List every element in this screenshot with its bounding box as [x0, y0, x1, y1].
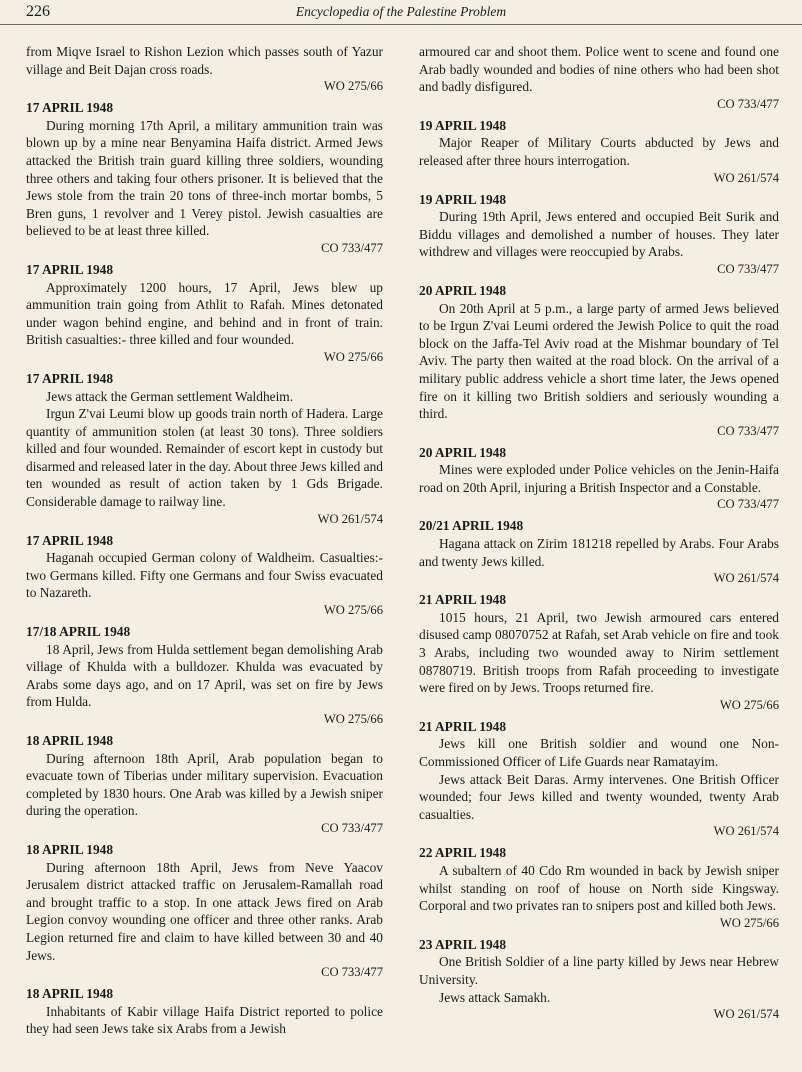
source-reference: CO 733/477 — [717, 423, 779, 438]
source-reference: CO 733/477 — [717, 96, 779, 111]
log-entry — [26, 99, 383, 257]
log-entry — [26, 623, 383, 728]
log-entry — [26, 261, 383, 366]
entry-text: During 19th April, Jews entered and occupied Beit Surik and Biddu villages and demolished a number of houses. They later withdrew and villages were reoccupied by Arabs. — [419, 209, 779, 260]
source-reference: WO 261/574 — [713, 170, 779, 185]
log-entry — [26, 532, 383, 619]
entry-date: 21 APRIL 1948 — [419, 718, 507, 734]
log-entry — [419, 591, 779, 714]
entry-text: 18 April, Jews from Hulda settlement began demolishing Arab village of Khulda with a bulldozer. Khulda was evacuated by Arabs some days ago, and on 17 April, was set on fire by Jews from Hulda. — [26, 641, 383, 710]
entry-text: During afternoon 18th April, Jews from Neve Yaacov Jerusalem district attacked traffic on Jerusalem-Ramallah road and brought traffic to a stop. In one attack Jews fired on Arab Legion convoy wounding one officer and three other ranks. Arab Legion returned fire and claim to have killed between 30 and 40 Jews. — [26, 859, 383, 963]
entry-date: 17 APRIL 1948 — [26, 100, 114, 116]
left-column — [26, 43, 383, 1038]
entry-text: from Miqve Israel to Rishon Lezion which passes south of Yazur village and Beit Dajan cross roads. — [26, 44, 383, 77]
entry-text: Jews attack the German settlement Waldheim. — [46, 388, 294, 404]
entry-text: One British Soldier of a line party killed by Jews near Hebrew University. — [419, 954, 779, 987]
log-entry — [419, 282, 779, 440]
entry-text: Jews kill one British soldier and wound one Non-Commissioned Officer of Life Guards near Ramatayim. — [419, 736, 779, 769]
entry-text: Approximately 1200 hours, 17 April, Jews blew up ammunition train going from Athlit to Rafah. Mines detonated under wagon behind engine, and behind and in front of train. British casualties:- three killed and four wounded. — [26, 279, 383, 348]
entry-text: Major Reaper of Military Courts abducted by Jews and released after three hours interrogation. — [419, 135, 779, 168]
entry-date: 21 APRIL 1948 — [419, 592, 507, 608]
entry-text: 1015 hours, 21 April, two Jewish armoured cars entered disused camp 08070752 at Rafah, set Arab vehicle on fire and took 3 Arabs, including two wounded away to Nirim settlement 08780719. British troops from Rafah proceeding to investigate were fired on by Jews. Troops returned fire. — [419, 609, 779, 696]
log-entry — [26, 43, 383, 95]
log-entry — [26, 370, 383, 528]
entry-date: 19 APRIL 1948 — [419, 191, 507, 207]
entry-text: During morning 17th April, a military ammunition train was blown up by a mine near Benyamina Haifa district. Armed Jews attacked the British train guard killing three soldiers, wounding three others and taking four others prisoner. It is believed that the Jews stole from the train 20 tons of three-inch mortar bombs, 5 Bren guns, 1 revolver and 1 Verey pistol. Jewish casualties are believed to be at least three killed. — [26, 117, 383, 239]
entry-date: 17 APRIL 1948 — [26, 261, 114, 277]
entry-date: 20 APRIL 1948 — [419, 282, 507, 298]
entry-date: 23 APRIL 1948 — [419, 936, 507, 952]
source-reference: WO 261/574 — [317, 511, 383, 526]
log-entry — [419, 191, 779, 278]
log-entry — [26, 841, 383, 981]
source-reference: WO 275/66 — [323, 712, 383, 726]
entry-text: Jews attack Samakh. — [439, 989, 551, 1005]
entry-date: 18 APRIL 1948 — [26, 733, 114, 748]
source-reference: WO 275/66 — [323, 603, 383, 618]
log-entry — [419, 718, 779, 841]
entry-date: 17 APRIL 1948 — [26, 370, 114, 386]
entry-date: 19 APRIL 1948 — [419, 117, 507, 133]
log-entry — [419, 43, 779, 113]
entry-text: On 20th April at 5 p.m., a large party of armed Jews believed to be Irgun Z'vai Leumi ordered the Jewish Police to quit the road block on the Jaffa-Tel Aviv road at the Mishmar boundary of Tel Aviv. The party then waited at the road block. On the arrival of a military public address vehicle a short time later, the Jews opened fire on it killing two British soldiers and seriously wounding a third. — [419, 300, 779, 422]
source-reference: WO 275/66 — [323, 349, 383, 364]
log-entry — [26, 985, 383, 1038]
entry-text: Hagana attack on Zirim 181218 repelled by Arabs. Four Arabs and twenty Jews killed. — [419, 536, 779, 569]
source-reference: WO 261/574 — [713, 1007, 779, 1022]
entry-text: Mines were exploded under Police vehicles on the Jenin-Haifa road on 20th April, injuring a British Inspector and a Constable. — [419, 462, 779, 495]
entry-text: During afternoon 18th April, Arab population began to evacuate town of Tiberias under military supervision. Evacuation completed by 1830 hours. One Arab was killed by a Jewish sniper during the operation. — [26, 750, 383, 819]
entry-text: Haganah occupied German colony of Waldheim. Casualties:- two Germans killed. Fifty one Germans and four Swiss evacuated to Nazareth. — [26, 550, 383, 601]
source-reference: CO 733/477 — [321, 965, 383, 980]
log-entry — [419, 444, 779, 514]
source-reference: CO 733/477 — [321, 240, 383, 255]
source-reference: CO 733/477 — [717, 497, 779, 512]
log-entry — [419, 844, 779, 931]
running-title: Encyclopedia of the Palestine Problem — [295, 4, 507, 19]
entry-date: 18 APRIL 1948 — [26, 841, 114, 857]
log-entry — [26, 732, 383, 837]
log-entry — [419, 117, 779, 187]
log-entry — [419, 936, 779, 1023]
entry-text: armoured car and shoot them. Police went to scene and found one Arab badly wounded and bodies of nine others who had been shot and badly disfigured. — [419, 44, 779, 95]
source-reference: CO 733/477 — [717, 261, 779, 276]
entry-date: 18 APRIL 1948 — [26, 986, 114, 1002]
source-reference: WO 275/66 — [719, 915, 779, 930]
entry-text: A subaltern of 40 Cdo Rm wounded in back by Jewish sniper whilst standing on roof of house on North side Kingsway. Corporal and two privates ran to snipers post and killed both Jews. — [419, 862, 779, 914]
entry-date: 17 APRIL 1948 — [26, 532, 114, 548]
source-reference: WO 275/66 — [323, 79, 383, 94]
source-reference: WO 261/574 — [713, 824, 779, 839]
entry-text: Irgun Z'vai Leumi blow up goods train north of Hadera. Large quantity of ammunition stolen (at least 30 tons). Three soldiers killed and four wounded. Remainder of escort kept in custody but disarmed and released later in the day. About three Jews killed and ten wounded as result of action taken by 1 Gds Brigade. Considerable damage to railway line. — [26, 406, 383, 510]
page-number: 226 — [26, 3, 50, 20]
source-reference: WO 261/574 — [713, 571, 779, 586]
entry-date: 20/21 APRIL 1948 — [419, 518, 524, 534]
entry-date: 20 APRIL 1948 — [419, 444, 507, 460]
entry-text: Jews attack Beit Daras. Army intervenes. One British Officer wounded; four Jews killed and twenty wounded, twenty Arab casualties. — [419, 771, 779, 822]
entry-date: 22 APRIL 1948 — [419, 845, 507, 861]
source-reference: WO 275/66 — [719, 697, 779, 712]
right-column — [419, 43, 779, 1027]
entry-text: Inhabitants of Kabir village Haifa District reported to police they had seen Jews take six Arabs from a Jewish — [26, 1003, 383, 1037]
entry-date: 17/18 APRIL 1948 — [26, 624, 131, 640]
log-entry — [419, 517, 779, 587]
page-header — [0, 0, 802, 25]
source-reference: CO 733/477 — [321, 820, 383, 835]
